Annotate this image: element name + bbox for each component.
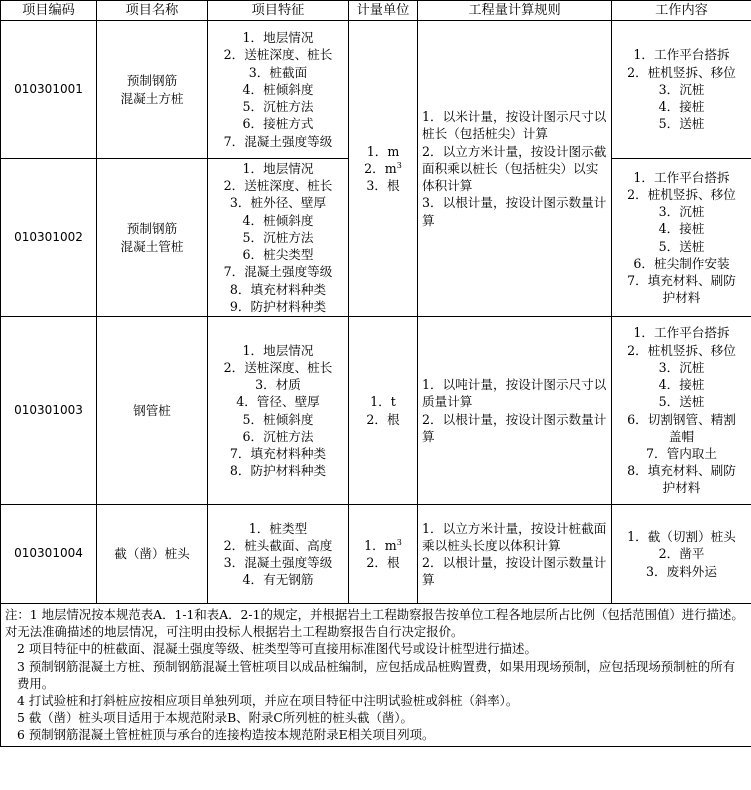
rule-cell: 1．以吨计量，按设计图示尺寸以质量计算 2．以根计量，按设计图示数量计算 (418, 317, 612, 505)
unit-cell: 1．m 2．$m^3$ 3．根 (349, 21, 418, 317)
item-name: 截（凿）桩头 (97, 505, 208, 604)
item-code: 010301001 (1, 21, 97, 159)
item-name: 钢管桩 (97, 317, 208, 505)
header-name: 项目名称 (97, 1, 208, 21)
item-code: 010301002 (1, 159, 97, 317)
header-features: 项目特征 (208, 1, 349, 21)
header-rules: 工程量计算规则 (418, 1, 612, 21)
note-1: 注：1 地层情况按本规范表A．1-1和表A．2-1的规定，并根据岩土工程勘察报告按单位工程各地层所占比例（包括范围值）进行描述。对无法准确描述的地层情况，可注明由投标人根据岩土工程勘察报告自行决定报价。 (5, 607, 744, 640)
header-unit: 计量单位 (349, 1, 418, 21)
note-4: 4 打试验桩和打斜桩应按相应项目单独列项，并应在项目特征中注明试验桩或斜桩（斜率）。 (17, 693, 519, 709)
rule-cell: 1．以立方米计量，按设计桩截面乘以桩头长度以体积计算 2．以根计量，按设计图示数量计算 (418, 505, 612, 604)
note-6: 6 预制钢筋混凝土管桩桩顶与承台的连接构造按本规范附录E相关项目列项。 (17, 727, 435, 743)
item-work: 1．工作平台搭拆 2．桩机竖拆、移位 3．沉桩 4．接桩 5．送桩 6．桩尖制作安装 7．填充材料、刷防 护材料 (612, 159, 751, 317)
item-code: 010301004 (1, 505, 97, 604)
item-features: 1．桩类型 2．桩头截面、高度 3．混凝土强度等级 4．有无钢筋 (208, 505, 349, 604)
table-row (1, 317, 751, 505)
notes-cell (1, 604, 751, 747)
item-work: 1．工作平台搭拆 2．桩机竖拆、移位 3．沉桩 4．接桩 5．送桩 (612, 21, 751, 159)
rule-cell: 1．以米计量，按设计图示尺寸以桩长（包括桩尖）计算 2．以立方米计量，按设计图示截面积乘以桩长（包括桩尖）以实体积计算 3．以根计量，按设计图示数量计算 (418, 21, 612, 317)
item-features: 1．地层情况 2．送桩深度、桩长 3．材质 4．管径、壁厚 5．桩倾斜度 6．沉桩方法 7．填充材料种类 8．防护材料种类 (208, 317, 349, 505)
header-work: 工作内容 (612, 1, 751, 21)
unit-cell: 1．$m^3$ 2．根 (349, 505, 418, 604)
header-code: 项目编码 (1, 1, 97, 21)
item-features: 1．地层情况 2．送桩深度、桩长 3．桩外径、壁厚 4．桩倾斜度 5．沉桩方法 6．桩尖类型 7．混凝土强度等级 8．填充材料种类 9．防护材料种类 (208, 159, 349, 317)
header-row (1, 1, 751, 21)
item-features: 1．地层情况 2．送桩深度、桩长 3．桩截面 4．桩倾斜度 5．沉桩方法 6．接桩方式 7．混凝土强度等级 (208, 21, 349, 159)
item-name: 预制钢筋 混凝土管桩 (97, 159, 208, 317)
item-name: 预制钢筋 混凝土方桩 (97, 21, 208, 159)
unit-cell: 1．t 2．根 (349, 317, 418, 505)
table-row (1, 505, 751, 604)
item-work: 1．工作平台搭拆 2．桩机竖拆、移位 3．沉桩 4．接桩 5．送桩 6．切割钢管、精割 盖帽 7．管内取土 8．填充材料、刷防 护材料 (612, 317, 751, 505)
note-5: 5 截（凿）桩头项目适用于本规范附录B、附录C所列桩的桩头截（凿）。 (17, 710, 413, 726)
note-3: 3 预制钢筋混凝土方桩、预制钢筋混凝土管桩项目以成品桩编制，应包括成品桩购置费，如果用现场预制，应包括现场预制桩的所有费用。 (17, 658, 736, 691)
notes-row (1, 604, 751, 747)
item-work: 1．截（切割）桩头 2．凿平 3．废料外运 (612, 505, 751, 604)
table-row (1, 21, 751, 159)
item-code: 010301003 (1, 317, 97, 505)
note-2: 2 项目特征中的桩截面、混凝土强度等级、桩类型等可直接用标准图代号或设计桩型进行描述。 (17, 641, 537, 657)
